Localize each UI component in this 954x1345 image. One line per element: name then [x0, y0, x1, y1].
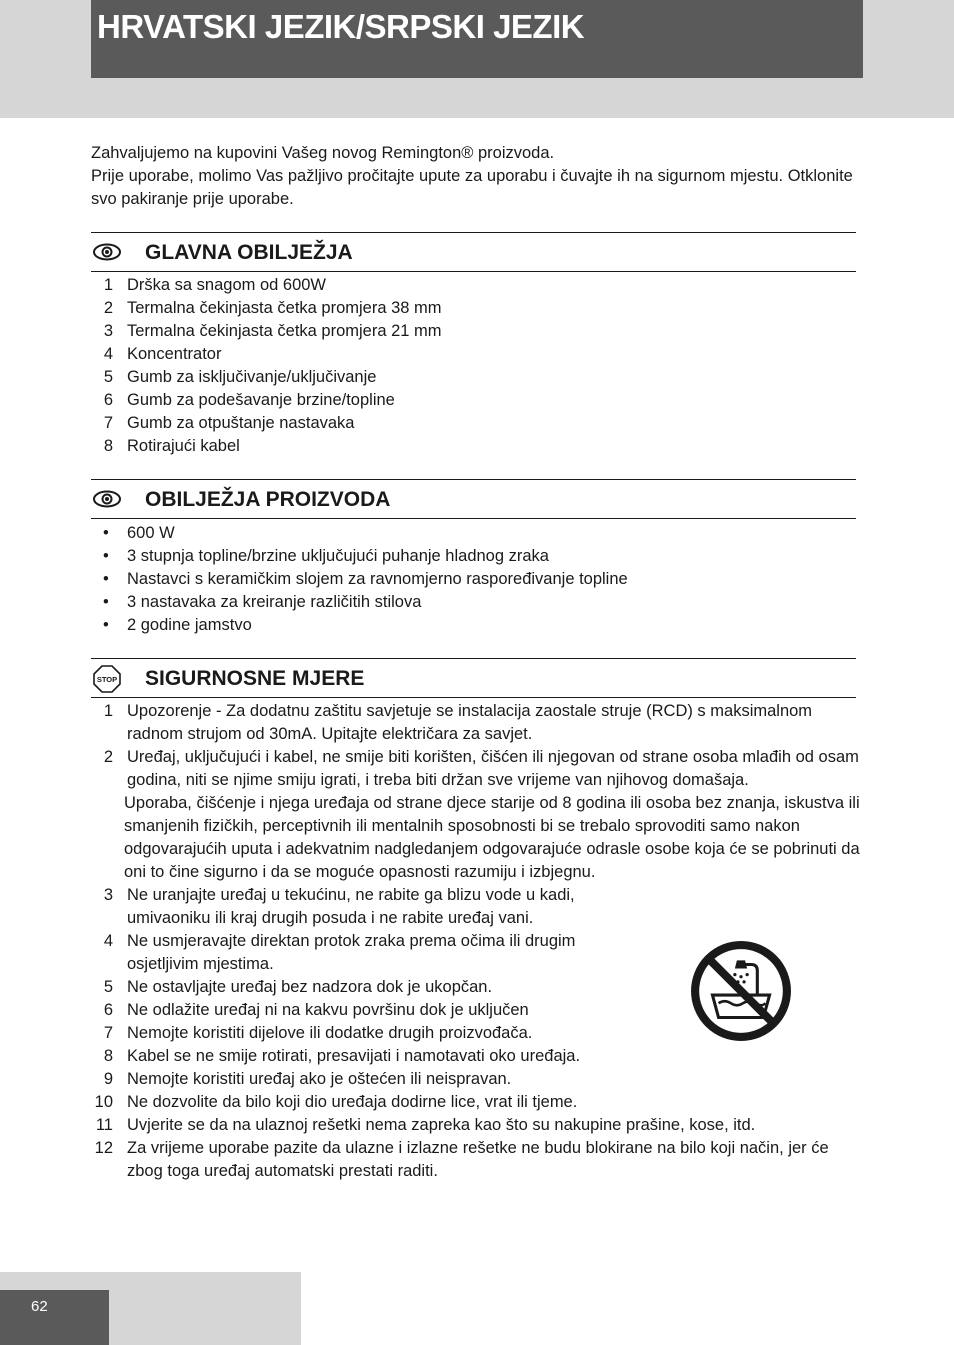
page-title: HRVATSKI JEZIK/SRPSKI JEZIK: [97, 8, 585, 45]
list-item: 1 Upozorenje - Za dodatnu zaštitu savjetuje se instalacija zaostale struje (RCD) s maksimalnom radnom strujom od 30mA. Upitajte električara za savjet.: [103, 702, 813, 743]
list-item: 1 Drška sa snagom od 600W: [103, 276, 327, 294]
intro-line-2: Prije uporabe, molimo Vas pažljivo pročitajte upute za uporabu i čuvajte ih na sigurnom mjestu. Otklonite svo pakiranje prije uporabe.: [91, 167, 853, 208]
list-item: 11 Uvjerite se da na ulaznoj rešetki nema zapreka kao što su nakupine prašine, kose, itd.: [95, 1116, 756, 1134]
page-number: 62: [31, 1298, 48, 1315]
section-features-header: [91, 232, 856, 272]
list-item: 2 Uređaj, uključujući i kabel, ne smije biti korišten, čišćen ili njegovan od strane osoba mlađih od osam godina, niti se njime smiju igrati, i treba biti držan sve vrijeme van njihovog domašaja.: [103, 748, 859, 789]
list-item: 2 Termalna čekinjasta četka promjera 38 mm: [103, 299, 442, 317]
product-list: [91, 522, 861, 637]
list-item: • 2 godine jamstvo: [103, 616, 252, 634]
no-water-bath-icon: [690, 940, 792, 1042]
intro-line-1: Zahvaljujemo na kupovini Vašeg novog Remington® proizvoda.: [91, 144, 555, 162]
list-item: 6 Gumb za podešavanje brzine/topline: [103, 391, 395, 409]
list-item: 8 Kabel se ne smije rotirati, presavijati i namotavati oko uređaja.: [103, 1047, 581, 1065]
section-product-header: [91, 479, 856, 519]
list-item: 7 Gumb za otpuštanje nastavaka: [103, 414, 355, 432]
list-item: 3 Termalna čekinjasta četka promjera 21 mm: [103, 322, 442, 340]
eye-icon: [93, 490, 121, 508]
list-item: 5 Ne ostavljajte uređaj bez nadzora dok je ukopčan.: [103, 978, 493, 996]
list-item: Uporaba, čišćenje i njega uređaja od strane djece starije od 8 godina ili osoba bez znanja, iskustva ili smanjenih fizičkih, perceptivnih ili mentalnih sposobnosti bi se trebalo sprovoditi samo nakon odgovarajućih uputa i adekvatnim nadgledanjem odgovarajuće odrasle osobe koja će se pobrinuti da oni to čine sigurno i da se moguće opasnosti razumiju i izbjegnu.: [124, 794, 860, 881]
list-item: 8 Rotirajući kabel: [103, 437, 240, 455]
title-bar: [91, 0, 863, 78]
list-item: 5 Gumb za isključivanje/uključivanje: [103, 368, 377, 386]
section-features-title: GLAVNA OBILJEŽJA: [145, 241, 353, 264]
list-item: • 3 nastavaka za kreiranje različitih stilova: [103, 593, 422, 611]
page-number-box: [0, 1290, 109, 1345]
section-safety-title: SIGURNOSNE MJERE: [145, 667, 365, 690]
list-item: 9 Nemojte koristiti uređaj ako je oštećen ili neispravan.: [103, 1070, 512, 1088]
list-item: • 3 stupnja topline/brzine uključujući puhanje hladnog zraka: [103, 547, 549, 565]
svg-text:STOP: STOP: [96, 675, 118, 684]
list-item: 7 Nemojte koristiti dijelove ili dodatke drugih proizvođača.: [103, 1024, 533, 1042]
section-safety-header: [91, 658, 856, 698]
list-item: 6 Ne odlažite uređaj ni na kakvu površinu dok je uključen: [103, 1001, 529, 1019]
section-product-title: OBILJEŽJA PROIZVODA: [145, 488, 391, 511]
stop-icon: [93, 665, 121, 693]
list-item: • 600 W: [103, 524, 175, 542]
list-item: 12 Za vrijeme uporabe pazite da ulazne i izlazne rešetke ne budu blokirane na bilo koji način, jer će zbog toga uređaj automatski prestati raditi.: [94, 1139, 829, 1180]
list-item: 3 Ne uranjajte uređaj u tekućinu, ne rabite ga blizu vode u kadi, umivaoniku ili kraj drugih posuda i ne rabite uređaj vani.: [103, 886, 575, 927]
eye-icon: [93, 243, 121, 261]
intro-text: [91, 142, 856, 211]
list-item: 4 Koncentrator: [103, 345, 222, 363]
list-item: • Nastavci s keramičkim slojem za ravnomjerno raspoređivanje topline: [103, 570, 628, 588]
list-item: 10 Ne dozvolite da bilo koji dio uređaja dodirne lice, vrat ili tjeme.: [94, 1093, 578, 1111]
features-list: [91, 274, 861, 458]
list-item: 4 Ne usmjeravajte direktan protok zraka prema očima ili drugim osjetljivim mjestima.: [103, 932, 576, 973]
